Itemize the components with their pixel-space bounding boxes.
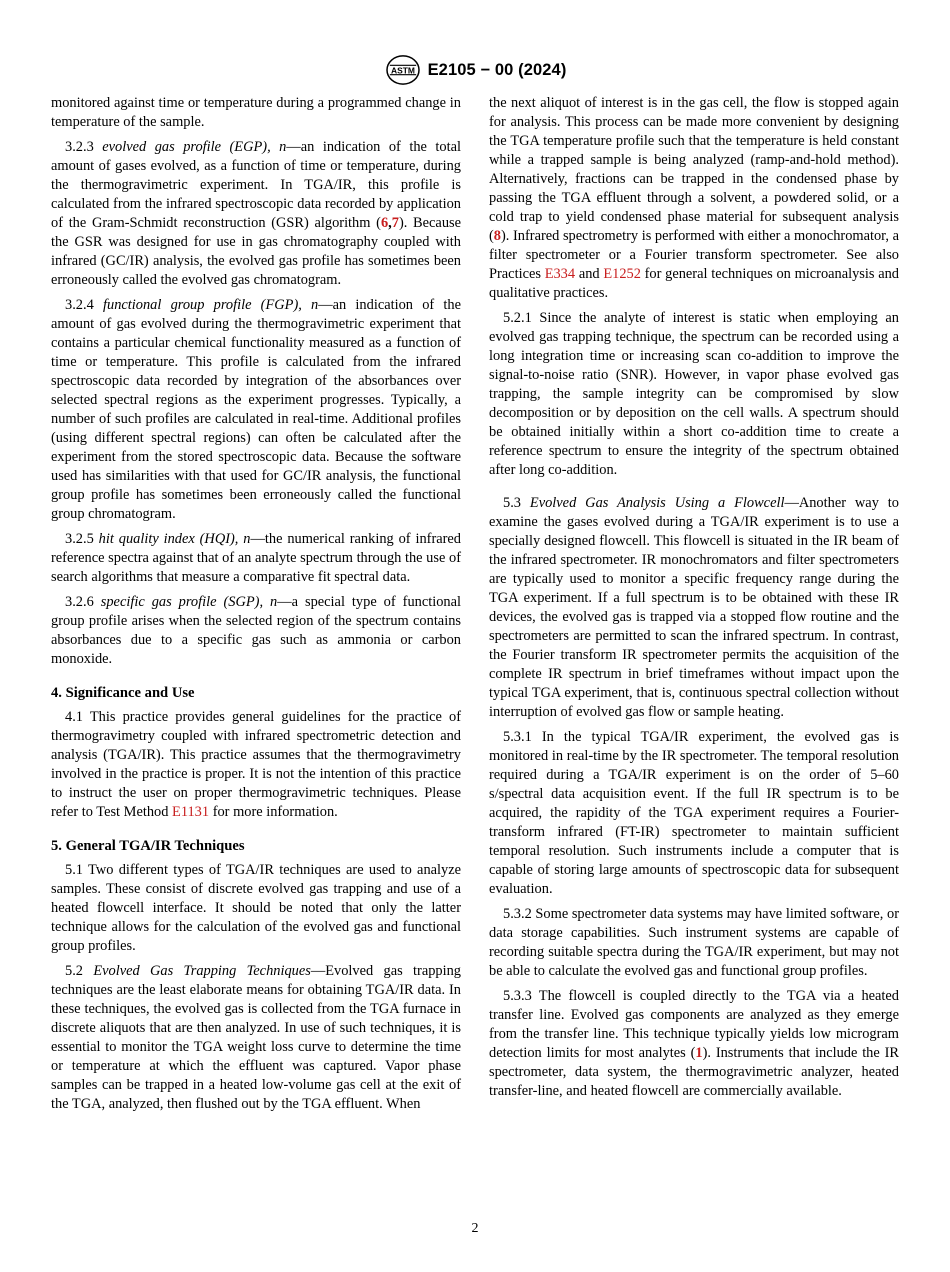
section-3-2-6: 3.2.6 specific gas profile (SGP), n—a special type of functional group profile arises when the selected region of the spectrum contains absorbances due to a specific gas such as ammonia or carbon monoxide. bbox=[51, 594, 461, 667]
section-number: 5.2.1 bbox=[503, 310, 532, 326]
section-5-2-1: 5.2.1 Since the analyte of interest is static when employing an evolved gas trapping technique, the spectrum can be recorded using a long integration time or increasing scan co-addition to improve the signal-to-noise ratio (SNR). However, in vapor phase evolved gas trapping, the sample integrity can be compromised by slow decomposition or by deposition on the cell walls. A spectrum should be obtained initially within a short co-addition time to create a reference spectrum to ensure the integrity of the spectrum obtained after long co-addition. bbox=[489, 310, 899, 478]
section-4-1: 4.1 This practice provides general guidelines for the practice of thermogravimetry coupled with infrared spectrometric detection and analysis (TGA/IR). This practice assumes that the thermogravimetry involved in the practice is proper. It is not the intention of this practice to instruct the user on proper thermogravimetric techniques. Please refer to Test Method E1131 for more information. bbox=[51, 709, 461, 820]
reference-link[interactable]: 8 bbox=[493, 228, 501, 244]
term: Evolved Gas Trapping Techniques bbox=[93, 963, 311, 979]
section-number: 5.3.2 bbox=[503, 906, 532, 922]
section-number: 5.3.3 bbox=[503, 988, 532, 1004]
continued-paragraph: monitored against time or temperature during a programmed change in temperature of the sample. bbox=[51, 95, 461, 130]
term: hit quality index (HQI), n bbox=[98, 531, 251, 547]
section-heading: 4. Significance and Use bbox=[51, 685, 195, 701]
section-3-2-3: 3.2.3 evolved gas profile (EGP), n—an indication of the total amount of gases evolved, as a function of time or temperature, during the thermogravimetric experiment. In TGA/IR, this profile is calculated from the infrared spectroscopic data recorded by application of the Gram-Schmidt reconstruction (GSR) algorithm (6,7). Because the GSR was designed for use in gas chromatography coupled with infrared (GC/IR) analysis, the evolved gas profile has sometimes been erroneously called the evolved gas chromatogram. bbox=[51, 139, 462, 288]
section-heading: 5. General TGA/IR Techniques bbox=[51, 838, 245, 854]
term: Evolved Gas Analysis Using a Flowcell bbox=[529, 495, 785, 511]
section-5-3-3: 5.3.3 The flowcell is coupled directly to the TGA via a heated transfer line. Evolved gas components are analyzed as they emerge from the transfer line. This technique typically yields low microgram detection limits for most analytes (1). Instruments that include the IR spectrometer, data system, the thermogravimetric analyzer, heated transfer-line, and heated flowcell are commercially available. bbox=[489, 988, 899, 1099]
reference-link[interactable]: 1 bbox=[695, 1045, 703, 1061]
section-number: 3.2.3 bbox=[65, 139, 94, 155]
reference-link[interactable]: 6 bbox=[380, 215, 389, 231]
reference-link[interactable]: 7 bbox=[391, 215, 399, 231]
section-number: 3.2.6 bbox=[65, 594, 94, 610]
section-5-2: 5.2 Evolved Gas Trapping Techniques—Evolved gas trapping techniques are the least elaborate means for obtaining TGA/IR data. In these techniques, the evolved gas is collected from the TGA furnace in discrete aliquots that are then analyzed. In use of such techniques, it is essential to monitor the TGA weight loss curve to determine the time or temperature at which the effluent was captured. Vapor phase samples can be trapped in a heated low-volume gas cell at the exit of the TGA, analyzed, then flushed out by the TGA effluent. When bbox=[51, 963, 461, 1112]
standard-link[interactable]: E334 bbox=[544, 266, 576, 282]
section-5-3: 5.3 Evolved Gas Analysis Using a Flowcell—Another way to examine the gases evolved during a TGA/IR experiment is to use a specially designed flowcell. This flowcell is situated in the IR beam of the infrared spectrometer. IR monochromators and filter spectrometers are typically used to monitor a specific frequency range during the TGA experiment. If a full spectrum is to be obtained with these IR devices, the evolved gas is trapped via a stopped flow routine and the spectrometers are permitted to scan the infrared spectrum. In contrast, the Fourier transform IR spectrometer permits the acquisition of the complete IR spectrum in brief timeframes without impact upon the typical TGA experiment, that is, continuous spectral collection without interruption of evolved gas flow or sample heating. bbox=[489, 495, 899, 720]
section-5-1: 5.1 Two different types of TGA/IR techniques are used to analyze samples. These consist of discrete evolved gas trapping and use of a heated flowcell interface. It should be noted that only the latter technique allows for the calculation of the evolved gas and functional group profiles. bbox=[51, 862, 461, 954]
section-3-2-4: 3.2.4 functional group profile (FGP), n—an indication of the amount of gas evolved during the thermogravimetric experiment that contains a particular chemical functionality measured as a function of time or temperature. This profile is calculated from the infrared spectroscopic data recorded by integration of the absorbances over selected spectral regions as the experiment progresses. Typically, a number of such profiles are calculated in real-time. Additional profiles (using different spectral regions) can often be calculated after the experiment from the stored spectroscopic data. Because the software used has similarities with that used for GC/IR analysis, the functional group profile has sometimes been erroneously called the functional group chromatogram. bbox=[51, 297, 461, 522]
section-5-3-1: 5.3.1 In the typical TGA/IR experiment, the evolved gas is monitored in real-time by the IR spectrometer. The temporal resolution required during a TGA/IR experiment is on the order of 5–60 s/spectral data acquisition event. If the full IR spectrum is to be acquired, the rapidity of the TGA experiment requires a Fourier-transform infrared (FT-IR) spectrometer to maintain sufficient temporal resolution. Such instruments include a computer that is capable of storing large amounts of spectroscopic data for subsequent evaluation. bbox=[489, 729, 899, 897]
document-title: E2105 − 00 (2024) bbox=[427, 60, 567, 79]
section-3-2-5: 3.2.5 hit quality index (HQI), n—the numerical ranking of infrared reference spectra against that of an analyte spectrum through the use of search algorithms that measure a comparative fit spectral data. bbox=[51, 531, 461, 585]
term: evolved gas profile (EGP), n bbox=[102, 139, 287, 155]
section-number: 4.1 bbox=[65, 709, 83, 725]
section-number: 5.1 bbox=[65, 862, 83, 878]
section-5-3-2: 5.3.2 Some spectrometer data systems may have limited software, or data storage capabilities. Such instrument systems are capable of recording suitable spectra during the TGA/IR experiment, but may not be able to calculate the evolved gas and functional group profiles. bbox=[489, 906, 899, 979]
term: functional group profile (FGP), n bbox=[103, 297, 319, 313]
section-number: 3.2.4 bbox=[65, 297, 94, 313]
svg-text:ASTM: ASTM bbox=[390, 65, 415, 76]
section-number: 3.2.5 bbox=[65, 531, 94, 547]
left-column bbox=[51, 94, 461, 1120]
page-header bbox=[0, 53, 950, 87]
right-column bbox=[489, 94, 899, 1107]
standard-link[interactable]: E1252 bbox=[603, 266, 641, 282]
continued-paragraph: the next aliquot of interest is in the gas cell, the flow is stopped again for analysis. This process can be made more convenient by designing the TGA temperature profile such that the temperature is held constant while a trapped sample is being analyzed (ramp-and-hold method). Alternatively, fractions can be trapped in the condensed phase by passing the TGA effluent through a solvent, a powdered solid, or a cold trap to yield condensed phase material for subsequent analysis (8). Infrared spectrometry is performed with either a monochromator, a filter spectrometer or a Fourier transform spectrometer. See also Practices E334 and E1252 for general techniques on microanalysis and qualitative practices. bbox=[489, 95, 900, 301]
astm-logo bbox=[384, 54, 422, 86]
page-number: 2 bbox=[471, 1221, 479, 1236]
section-number: 5.3 bbox=[503, 495, 521, 511]
section-number: 5.3.1 bbox=[503, 729, 532, 745]
term: specific gas profile (SGP), n bbox=[100, 594, 278, 610]
section-number: 5.2 bbox=[65, 963, 83, 979]
standard-link[interactable]: E1131 bbox=[172, 804, 210, 820]
